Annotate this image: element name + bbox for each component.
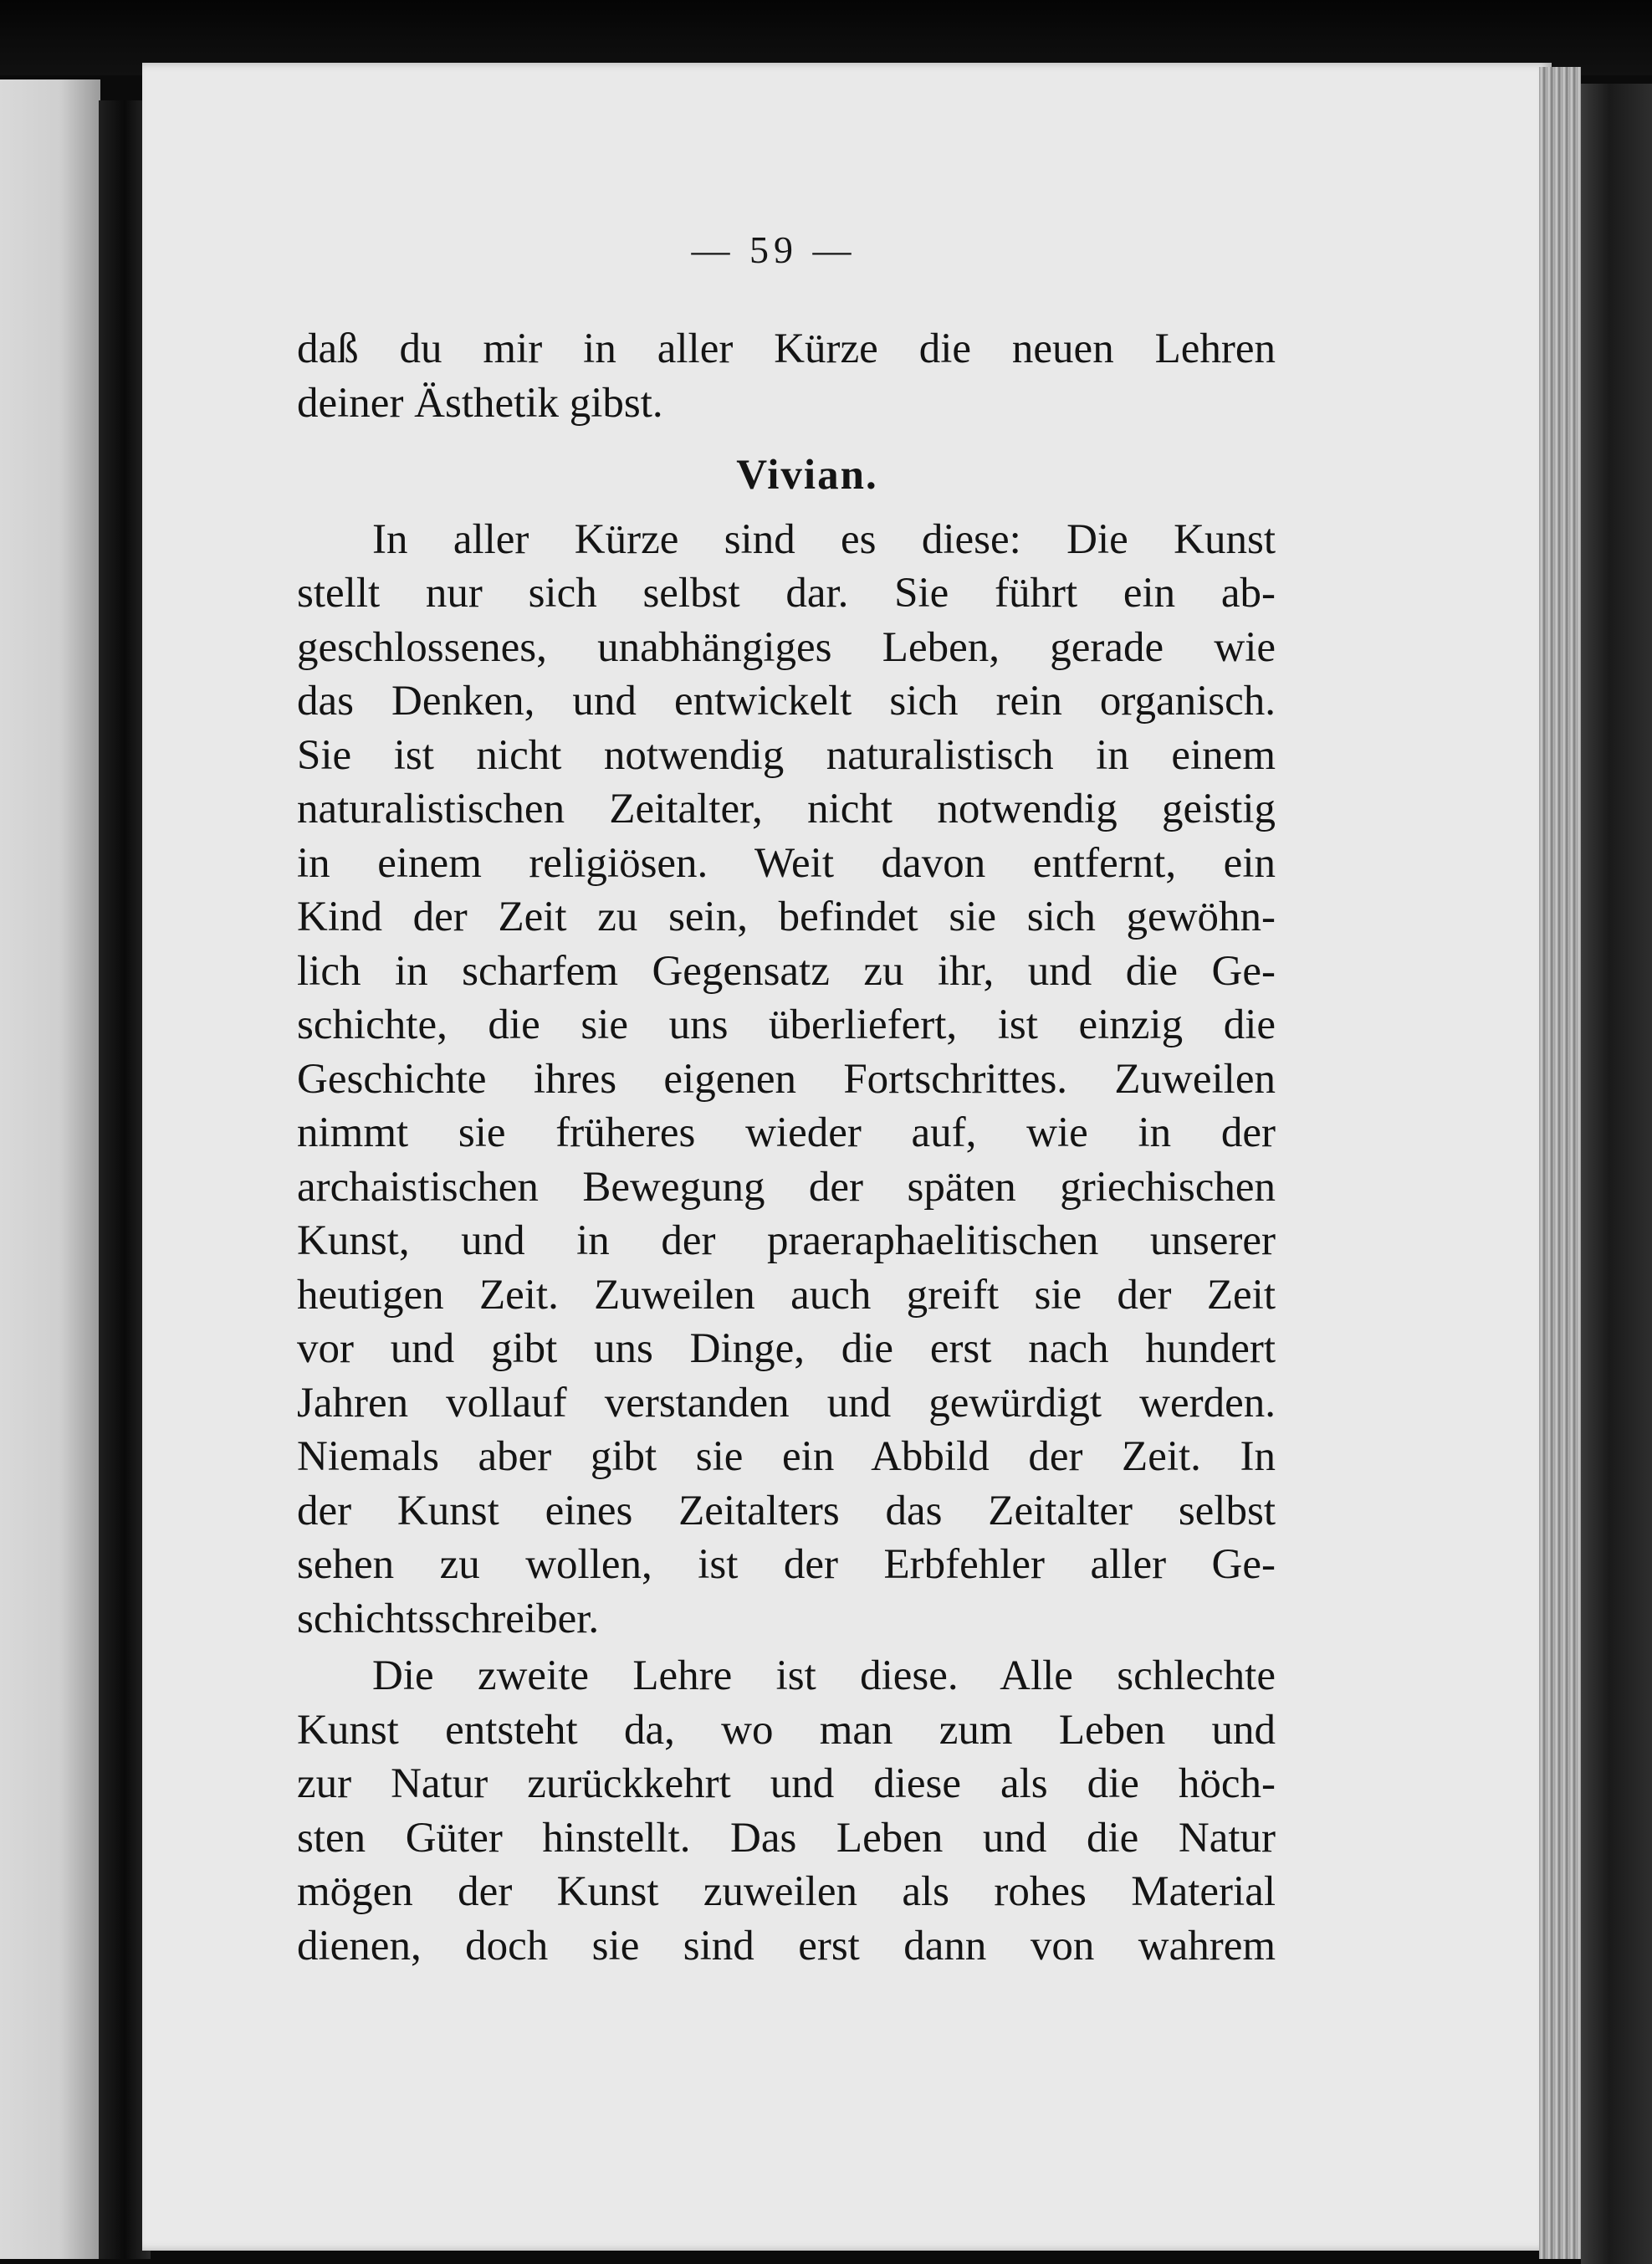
text-line: Kind der Zeit zu sein, befindet sie sich gewöhn- xyxy=(297,894,1276,940)
text-line: nimmt sie früheres wieder auf, wie in der xyxy=(297,1109,1276,1156)
paragraph-1 xyxy=(297,513,1276,1647)
text-line: Kunst entsteht da, wo man zum Leben und xyxy=(297,1706,1276,1754)
text-line: vor und gibt uns Dinge, die erst nach hundert xyxy=(297,1325,1276,1372)
intro-text xyxy=(297,322,1276,430)
text-line: Geschichte ihres eigenen Fortschrittes. Zuweilen xyxy=(297,1055,1276,1103)
text-line: stellt nur sich selbst dar. Sie führt ein ab- xyxy=(297,570,1276,617)
facing-page-edge xyxy=(0,79,100,2259)
book-cover-edge xyxy=(1581,84,1652,2264)
text-line: schichte, die sie uns überliefert, ist einzig die xyxy=(297,1001,1276,1048)
text-line: daß du mir in aller Kürze die neuen Lehren xyxy=(297,325,1276,372)
text-line: Niemals aber gibt sie ein Abbild der Zeit. In xyxy=(297,1433,1276,1480)
page-number: — 59 — xyxy=(691,228,857,271)
text-line: sehen zu wollen, ist der Erbfehler aller Ge- xyxy=(297,1541,1276,1588)
page-text xyxy=(297,322,1276,1973)
text-line: Die zweite Lehre ist diese. Alle schlechte xyxy=(372,1652,1276,1699)
text-line: sten Güter hinstellt. Das Leben und die Natur xyxy=(297,1814,1276,1862)
speaker-heading: Vivian. xyxy=(736,452,878,499)
text-line: Sie ist nicht notwendig naturalistisch in einem xyxy=(297,731,1276,779)
text-line: schichtsschreiber. xyxy=(297,1595,600,1642)
text-line: mögen der Kunst zuweilen als rohes Material xyxy=(297,1868,1276,1915)
text-line: das Denken, und entwickelt sich rein organisch. xyxy=(297,678,1276,725)
text-line: lich in scharfem Gegensatz zu ihr, und die Ge- xyxy=(297,947,1276,995)
text-line: Jahren vollauf verstanden und gewürdigt werden. xyxy=(297,1379,1276,1427)
text-line: geschlossenes, unabhängiges Leben, gerade wie xyxy=(297,623,1276,671)
page-stack-edge xyxy=(1539,67,1581,2259)
text-line: in einem religiösen. Weit davon entfernt, ein xyxy=(297,839,1276,887)
paragraph-2 xyxy=(297,1649,1276,1973)
text-line: zur Natur zurückkehrt und diese als die höch- xyxy=(297,1760,1276,1807)
text-line: archaistischen Bewegung der späten griechischen xyxy=(297,1163,1276,1211)
text-line: In aller Kürze sind es diese: Die Kunst xyxy=(372,515,1276,563)
text-line: naturalistischen Zeitalter, nicht notwendig geistig xyxy=(297,786,1276,832)
text-line: Kunst, und in der praeraphaelitischen unserer xyxy=(297,1217,1276,1264)
text-line: der Kunst eines Zeitalters das Zeitalter selbst xyxy=(297,1487,1276,1534)
text-line: dienen, doch sie sind erst dann von wahrem xyxy=(297,1922,1276,1969)
text-line: deiner Ästhetik gibst. xyxy=(297,379,663,427)
text-line: heutigen Zeit. Zuweilen auch greift sie der Zeit xyxy=(297,1271,1276,1319)
